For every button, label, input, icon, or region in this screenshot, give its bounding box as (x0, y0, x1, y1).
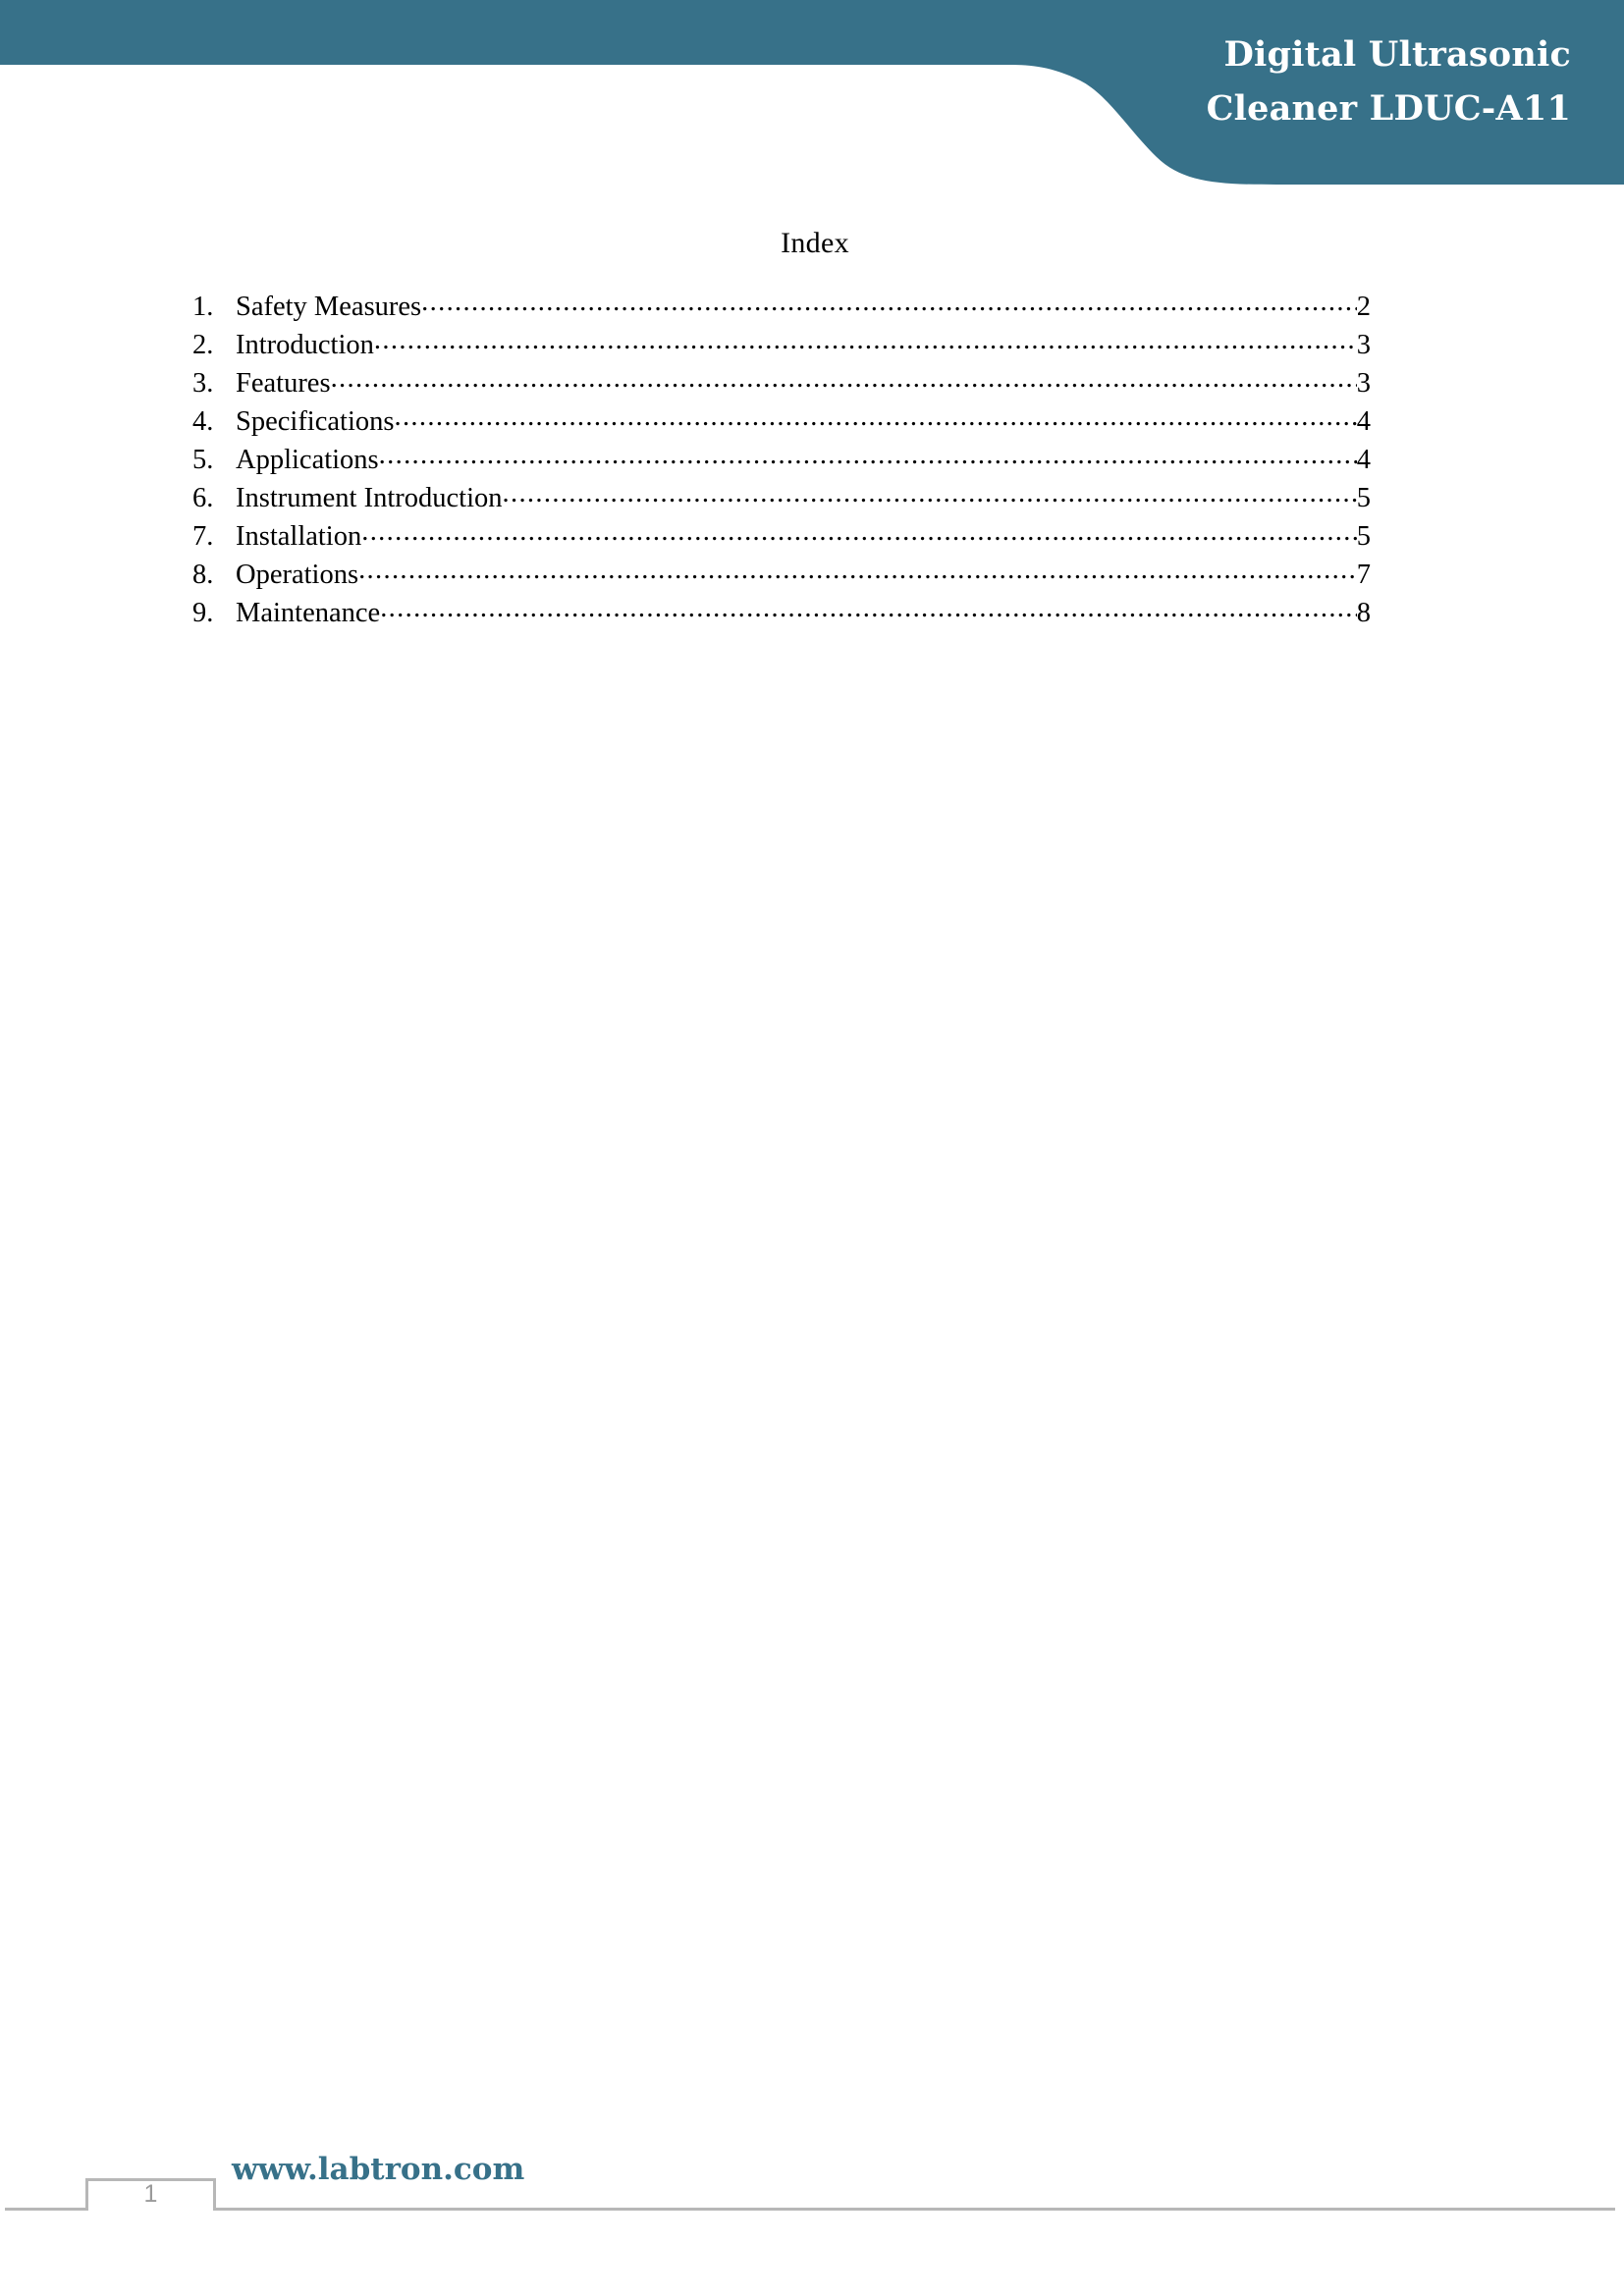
footer-divider (5, 2208, 1615, 2211)
toc-page-number: 7 (1356, 559, 1371, 590)
toc-entry-7[interactable] (192, 516, 1371, 555)
toc-label: Safety Measures (236, 291, 422, 322)
toc-page-number: 5 (1356, 520, 1371, 552)
toc-label: Features (236, 367, 331, 399)
toc-dot-leader (503, 478, 1357, 507)
toc-number: 4. (192, 405, 214, 437)
toc-page-number: 4 (1356, 405, 1371, 437)
toc-page-number: 4 (1356, 444, 1371, 475)
toc-label: Operations (236, 559, 359, 590)
toc-label: Introduction (236, 329, 374, 360)
toc-number: 6. (192, 482, 214, 513)
toc-dot-leader (374, 325, 1357, 353)
toc-number: 8. (192, 559, 214, 590)
index-heading: Index (781, 227, 849, 259)
toc-number: 9. (192, 597, 214, 628)
toc-label: Applications (236, 444, 379, 475)
toc-number: 2. (192, 329, 214, 360)
toc-label: Installation (236, 520, 362, 552)
toc-label: Instrument Introduction (236, 482, 503, 513)
toc-page-number: 2 (1356, 291, 1371, 322)
toc-number: 3. (192, 367, 214, 399)
footer-page-number: 1 (143, 2180, 158, 2208)
table-of-contents (192, 287, 1371, 631)
toc-label: Maintenance (236, 597, 381, 628)
toc-label: Specifications (236, 405, 395, 437)
toc-dot-leader (358, 555, 1357, 583)
toc-entry-6[interactable] (192, 478, 1371, 516)
toc-page-number: 3 (1356, 329, 1371, 360)
toc-entry-3[interactable] (192, 363, 1371, 401)
product-title-line-1: Digital Ultrasonic (1223, 34, 1571, 75)
toc-entry-5[interactable] (192, 440, 1371, 478)
toc-number: 1. (192, 291, 214, 322)
toc-dot-leader (394, 401, 1356, 430)
toc-dot-leader (331, 363, 1357, 392)
toc-entry-2[interactable] (192, 325, 1371, 363)
toc-number: 5. (192, 444, 214, 475)
page-header (0, 0, 1624, 196)
toc-entry-8[interactable] (192, 555, 1371, 593)
toc-dot-leader (421, 287, 1357, 315)
toc-dot-leader (379, 440, 1357, 468)
toc-page-number: 8 (1356, 597, 1371, 628)
toc-entry-9[interactable] (192, 593, 1371, 631)
footer-website-link[interactable]: www.labtron.com (232, 2152, 525, 2187)
toc-dot-leader (380, 593, 1357, 621)
toc-page-number: 5 (1356, 482, 1371, 513)
toc-number: 7. (192, 520, 214, 552)
toc-dot-leader (361, 516, 1357, 545)
toc-entry-4[interactable] (192, 401, 1371, 440)
toc-page-number: 3 (1356, 367, 1371, 399)
product-title (1080, 27, 1571, 135)
toc-entry-1[interactable] (192, 287, 1371, 325)
product-title-line-2: Cleaner LDUC-A11 (1206, 88, 1571, 129)
